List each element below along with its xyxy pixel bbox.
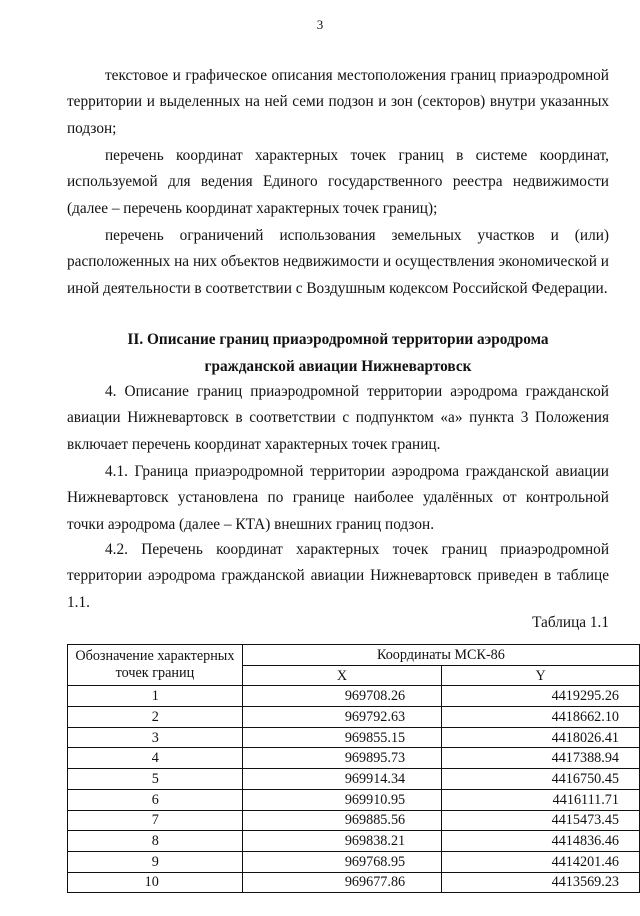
point-cell: 4	[68, 748, 243, 769]
x-cell: 969885.56	[242, 810, 441, 831]
section-heading-line-1: II. Описание границ приаэродромной территории аэродрома	[127, 331, 549, 348]
paragraph-restrictions: перечень ограничений использования земельных участков и (или) расположенных на них объектов недвижимости и осуществления экономической и иной деятельности в соответствии с Воздушным кодексом Российской Федерации.	[67, 227, 609, 297]
header-point-designation: Обозначение характерных точек границ	[68, 645, 243, 686]
y-cell: 4417388.94	[442, 748, 640, 769]
section-heading	[67, 326, 609, 380]
x-cell: 969768.95	[242, 851, 441, 872]
x-cell: 969914.34	[242, 769, 441, 790]
y-cell: 4416750.45	[442, 769, 640, 790]
point-cell: 8	[68, 831, 243, 852]
paragraph-coordinate-list: перечень координат характерных точек границ в системе координат, используемой для ведения Единого государственного реестра недвижимости (далее – перечень координат характерных точек границ);	[67, 147, 609, 217]
table-row	[68, 769, 640, 790]
header-x: X	[242, 665, 441, 686]
x-cell: 969792.63	[242, 707, 441, 728]
x-cell: 969708.26	[242, 686, 441, 707]
point-cell: 1	[68, 686, 243, 707]
table-row	[68, 707, 640, 728]
section-heading-line-2: гражданской авиации Нижневартовск	[204, 358, 472, 375]
x-cell: 969677.86	[242, 872, 441, 893]
x-cell: 969855.15	[242, 727, 441, 748]
table-caption: Таблица 1.1	[532, 614, 609, 631]
point-cell: 9	[68, 851, 243, 872]
table-row	[68, 831, 640, 852]
y-cell: 4413569.23	[442, 872, 640, 893]
x-cell: 969838.21	[242, 831, 441, 852]
point-cell: 6	[68, 789, 243, 810]
paragraph-4-1: 4.1. Граница приаэродромной территории аэродрома гражданской авиации Нижневартовск установлена по границе наиболее удалённых от контрольной точки аэродрома (далее – КТА) внешних границ подзон.	[67, 463, 609, 533]
paragraph-text-description: текстовое и графическое описания местоположения границ приаэродромной территории и выделенных на ней семи подзон и зон (секторов) внутри указанных подзон;	[67, 67, 609, 137]
x-cell: 969895.73	[242, 748, 441, 769]
header-y: Y	[442, 665, 640, 686]
table-row	[68, 851, 640, 872]
y-cell: 4414201.46	[442, 851, 640, 872]
paragraph-4-2: 4.2. Перечень координат характерных точек границ приаэродромной территории аэродрома гражданской авиации Нижневартовск приведен в таблице 1.1.	[67, 541, 609, 611]
table-row	[68, 686, 640, 707]
y-cell: 4416111.71	[442, 789, 640, 810]
page-number: 3	[316, 17, 324, 32]
y-cell: 4418662.10	[442, 707, 640, 728]
point-cell: 5	[68, 769, 243, 790]
point-cell: 10	[68, 872, 243, 893]
table-row	[68, 748, 640, 769]
table-row	[68, 789, 640, 810]
y-cell: 4415473.45	[442, 810, 640, 831]
y-cell: 4419295.26	[442, 686, 640, 707]
point-cell: 3	[68, 727, 243, 748]
table-row	[68, 810, 640, 831]
table-row	[68, 872, 640, 893]
point-cell: 2	[68, 707, 243, 728]
table-row	[68, 727, 640, 748]
y-cell: 4414836.46	[442, 831, 640, 852]
x-cell: 969910.95	[242, 789, 441, 810]
paragraph-4: 4. Описание границ приаэродромной территории аэродрома гражданской авиации Нижневартовск в соответствии с подпунктом «а» пункта 3 Положения включает перечень координат характерных точек границ.	[67, 383, 609, 453]
coordinates-table	[67, 644, 640, 893]
point-cell: 7	[68, 810, 243, 831]
y-cell: 4418026.41	[442, 727, 640, 748]
header-coordinate-system: Координаты МСК-86	[242, 645, 639, 666]
